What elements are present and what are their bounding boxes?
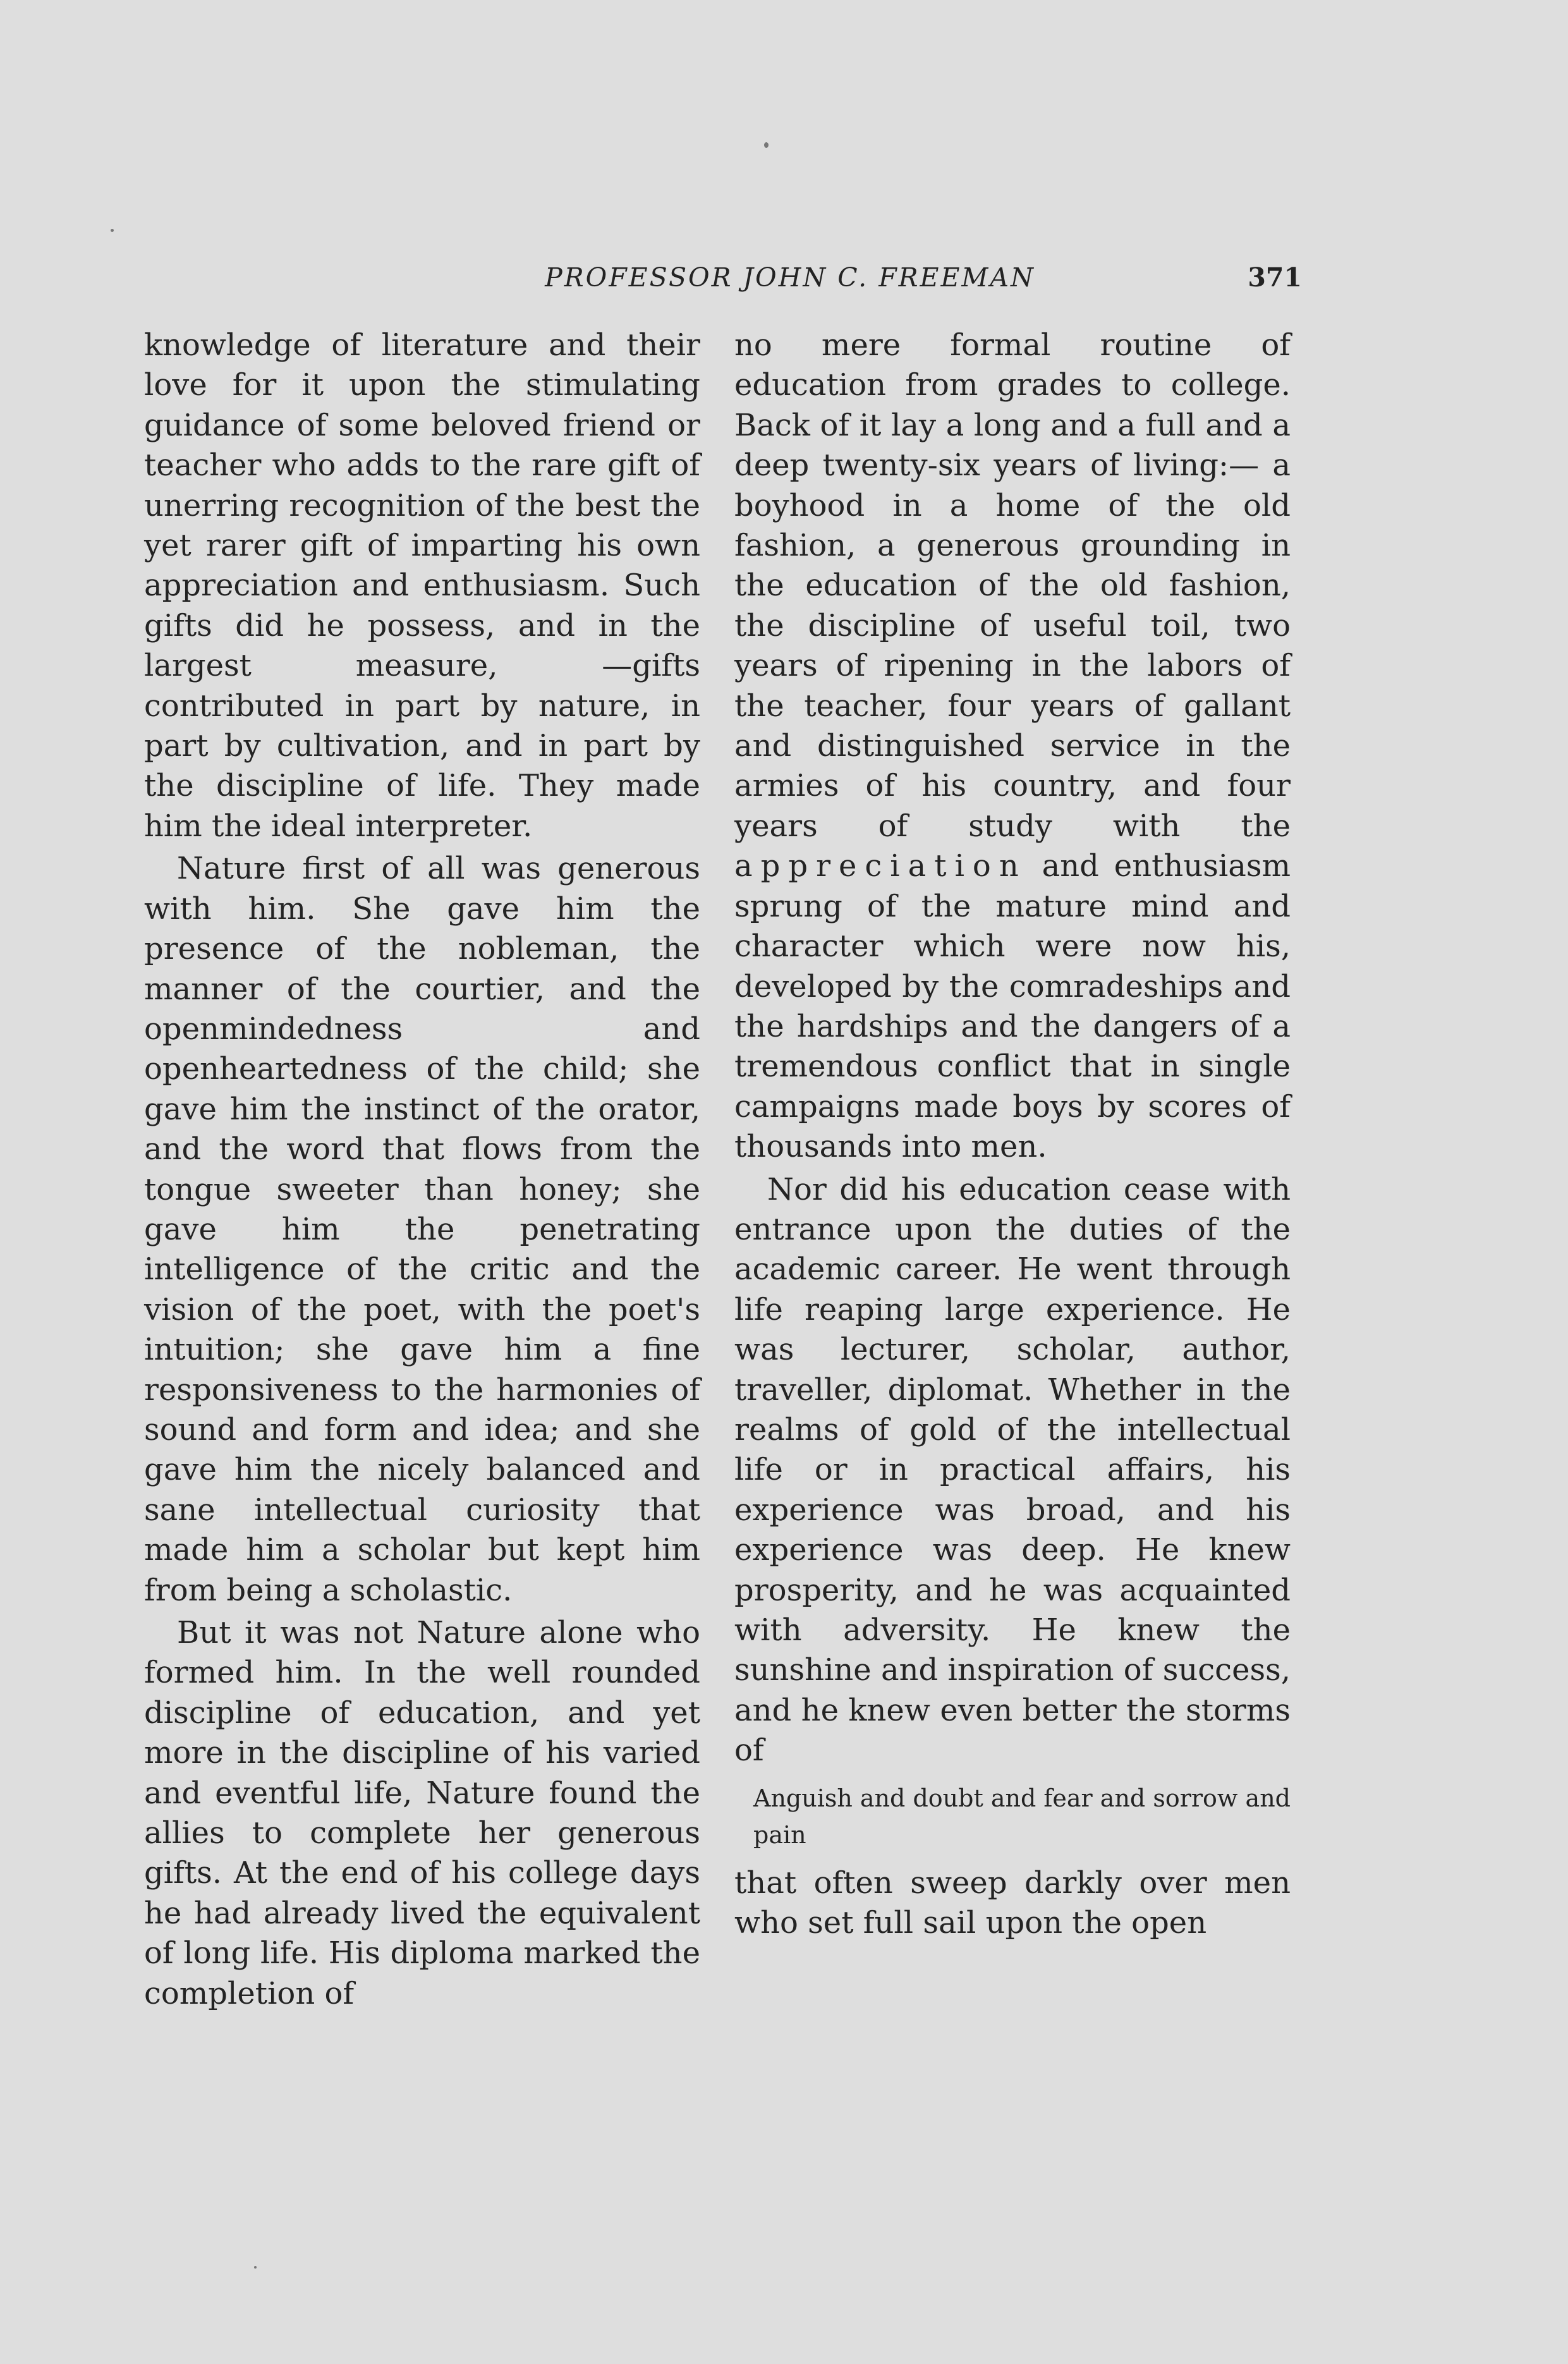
paragraph	[734, 326, 1291, 1167]
letterspaced-word: appreciation	[734, 848, 1027, 884]
paragraph: Nature first of all was generous with him. She gave him the presence of the nobleman, the manner of the courtier, and the openmindedness and openheartedness of the child; she gave him the instinct of the orator, and the word that flows from the tongue sweeter than honey; she gave him the penetrating intelligence of the critic and the vision of the poet, with the poet's intuition; she gave him a fine responsiveness to the harmonies of sound and form and idea; and she gave him the nicely balanced and sane intellectual curiosity that made him a scholar but kept him from being a scholastic.	[144, 851, 700, 1608]
page-number: 371	[1248, 262, 1302, 293]
paragraph: knowledge of literature and their love for it upon the stimulating guidance of some beloved friend or teacher who adds to the rare gift of unerring recognition of the best the yet rarer gift of imparting his own appreciation and enthusiasm. Such gifts did he possess, and in the largest measure, —gifts contributed in part by nature, in part by cultivation, and in part by the discipline of life. They made him the ideal interpreter.	[144, 327, 700, 844]
paragraph: that often sweep darkly over men who set full sail upon the open	[734, 1865, 1291, 1941]
running-head: PROFESSOR JOHN C. FREEMAN	[545, 262, 1035, 293]
paper-speck	[254, 2266, 257, 2269]
page-header	[145, 255, 1302, 300]
left-column	[144, 326, 700, 2014]
right-column	[734, 326, 1291, 1943]
paragraph: But it was not Nature alone who formed him. In the well rounded discipline of education, and yet more in the discipline of his varied and eventful life, Nature found the allies to complete her generous gifts. At the end of his college days he had already lived the equivalent of long life. His diploma marked the completion of	[144, 1615, 700, 2011]
paragraph: Nor did his education cease with entrance upon the duties of the academic career. He went through life reaping large experience. He was lecturer, scholar, author, traveller, diplomat. Whether in the realms of gold of the intellectual life or in practical affairs, his experience was broad, and his experience was deep. He knew prosperity, and he was acquainted with adversity. He knew the sunshine and inspiration of success, and he knew even better the storms of	[734, 1171, 1291, 1769]
paragraph-text: and enthusiasm sprung of the mature mind and character which were now his, developed by the comradeships and the hardships and the dangers of a tremendous conflict that in single campaigns made boys by scores of thousands into men.	[734, 848, 1291, 1165]
paragraph-text: no mere formal routine of education from grades to college. Back of it lay a long and a full and a deep twenty-six years of living:— a boyhood in a home of the old fashion, a generous grounding in the education of the old fashion, the discipline of useful toil, two years of ripening in the labors of the teacher, four years of gallant and distinguished service in the armies of his country, and four years of study with the	[734, 327, 1291, 844]
verse-quotation: Anguish and doubt and fear and sorrow and pain	[753, 1784, 1291, 1849]
paper-speck	[111, 229, 114, 232]
paper-speck	[764, 142, 769, 148]
